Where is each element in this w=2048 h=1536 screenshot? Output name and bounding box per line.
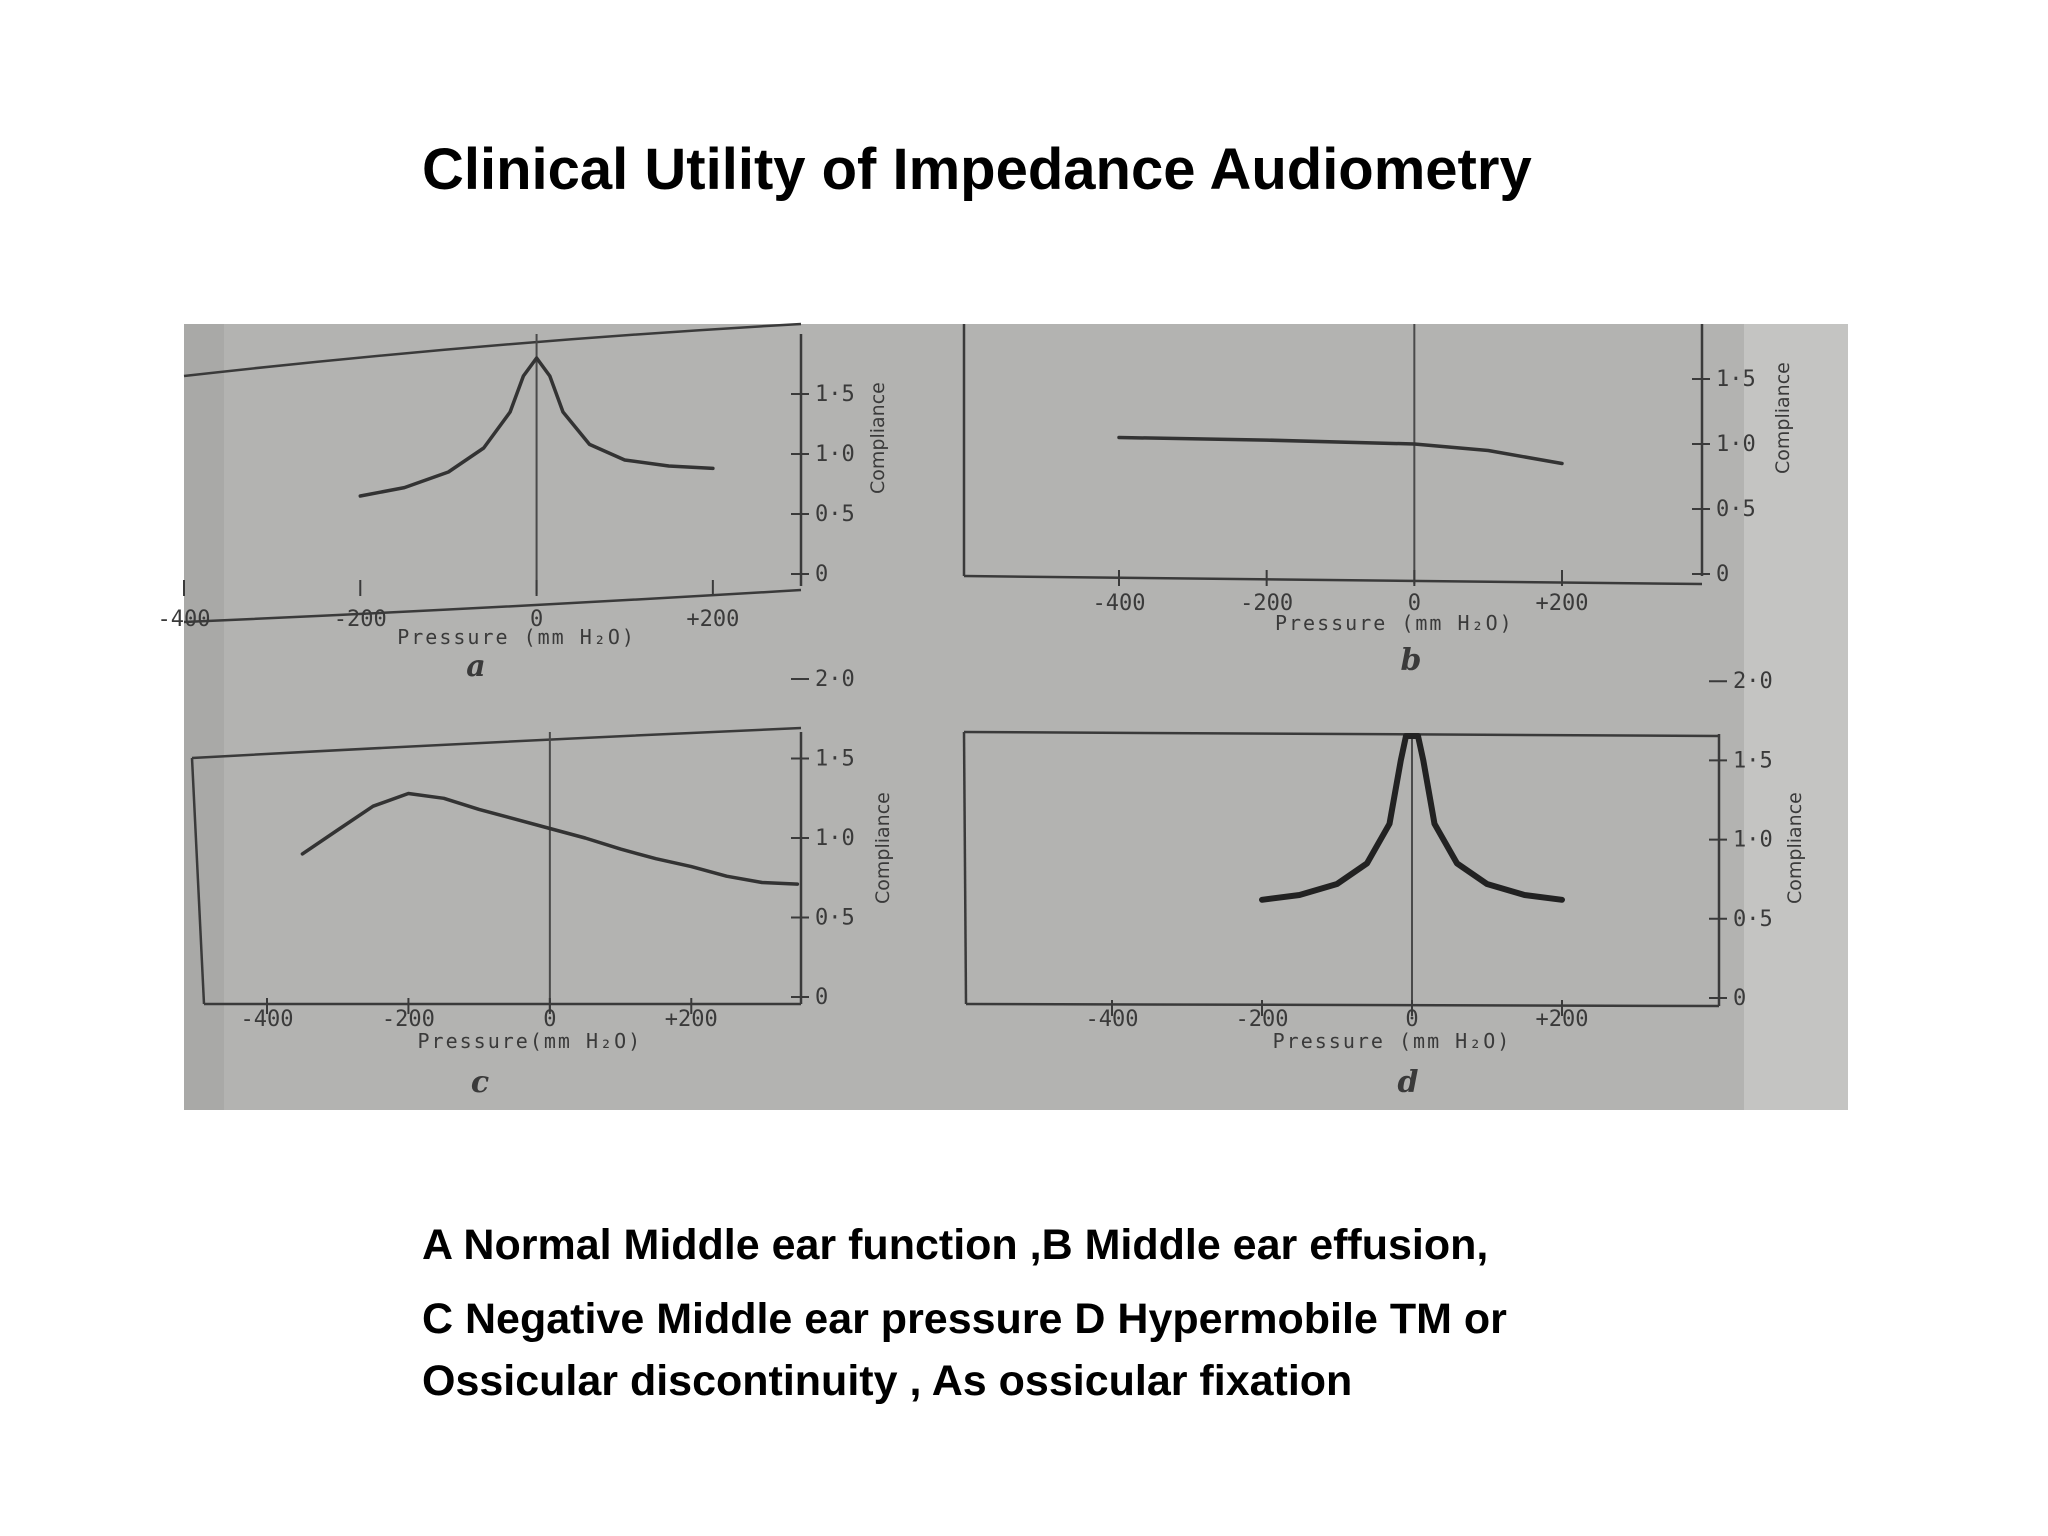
- panel-d-xtick-label: 0: [1405, 1007, 1419, 1032]
- figure-shading-right: [1744, 324, 1848, 1110]
- caption-line-1: A Normal Middle ear function ,B Middle ear effusion,: [422, 1221, 1489, 1269]
- panel-d-xtick-label: +200: [1535, 1007, 1589, 1032]
- panel-d-ytick-label: 2·0: [1733, 669, 1773, 695]
- panel-a-x-axis-label: Pressure (mm H₂O): [397, 625, 636, 649]
- panel-d-label: d: [1397, 1065, 1419, 1100]
- panel-a-ytick-label: 1·0: [815, 442, 855, 467]
- panel-a-xtick-label: -200: [333, 607, 387, 632]
- panel-d-xtick-label: -200: [1235, 1007, 1289, 1032]
- panel-c-ytick-label: 2·0: [815, 667, 855, 692]
- slide-title: Clinical Utility of Impedance Audiometry: [422, 137, 1532, 202]
- panel-b-label: b: [1400, 643, 1422, 678]
- panel-c-xtick-label: +200: [664, 1007, 718, 1032]
- tympanogram-figure: [157, 324, 1848, 1110]
- panel-a-y-axis-label: Compliance: [867, 382, 889, 494]
- panel-a-xtick-label: -400: [157, 607, 211, 632]
- panel-b-xtick-label: -400: [1092, 591, 1146, 616]
- panel-c-ytick-label: 0·5: [815, 905, 855, 931]
- panel-b-y-axis-label: Compliance: [1772, 362, 1794, 474]
- panel-a-ytick-label: 1·5: [815, 382, 855, 407]
- panel-c-label: c: [470, 1065, 490, 1100]
- panel-d-ytick-label: 0: [1733, 986, 1747, 1011]
- panel-a-label: a: [466, 649, 486, 684]
- figure-background: [184, 324, 1848, 1110]
- panel-c-ytick-label: 1·0: [815, 826, 855, 851]
- panel-d-y-axis-label: Compliance: [1784, 792, 1806, 904]
- panel-c-ytick-label: 0: [815, 985, 829, 1010]
- panel-b-xtick-label: +200: [1535, 591, 1589, 616]
- panel-b-ytick-label: 0·5: [1716, 497, 1756, 522]
- panel-c-xtick-label: -400: [240, 1007, 294, 1032]
- panel-b-x-axis-label: Pressure (mm H₂O): [1274, 611, 1514, 635]
- panel-b-xtick-label: 0: [1407, 591, 1421, 616]
- panel-b-ytick-label: 1·5: [1716, 367, 1756, 392]
- caption-line-2: C Negative Middle ear pressure D Hypermobile TM or: [422, 1295, 1507, 1343]
- panel-c-ytick-label: 1·5: [815, 746, 855, 772]
- panel-c-xtick-label: -200: [381, 1007, 435, 1032]
- figure-caption: [422, 1214, 1722, 1412]
- panel-d-ytick-label: 0·5: [1733, 906, 1773, 932]
- panel-a-ytick-label: 0·5: [815, 502, 855, 527]
- panel-b-ytick-label: 0: [1716, 562, 1730, 587]
- panel-d-xtick-label: -400: [1085, 1007, 1139, 1032]
- panel-a-ytick-label: 0: [815, 562, 829, 587]
- panel-c-y-axis-label: Compliance: [872, 792, 894, 904]
- panel-d-ytick-label: 1·0: [1733, 827, 1773, 853]
- panel-a-xtick-label: 0: [529, 607, 544, 632]
- caption-line-3: Ossicular discontinuity , As ossicular fixation: [422, 1357, 1353, 1405]
- tympanogram-figure-svg: [157, 324, 1848, 1110]
- panel-d-ytick-label: 1·5: [1733, 748, 1773, 774]
- panel-c-xtick-label: 0: [543, 1007, 557, 1032]
- panel-a-xtick-label: +200: [686, 607, 740, 632]
- panel-d-x-axis-label: Pressure (mm H₂O): [1272, 1029, 1512, 1053]
- panel-b-xtick-label: -200: [1240, 591, 1294, 616]
- panel-b-ytick-label: 1·0: [1716, 432, 1756, 457]
- panel-c-x-axis-label: Pressure(mm H₂O): [417, 1029, 643, 1053]
